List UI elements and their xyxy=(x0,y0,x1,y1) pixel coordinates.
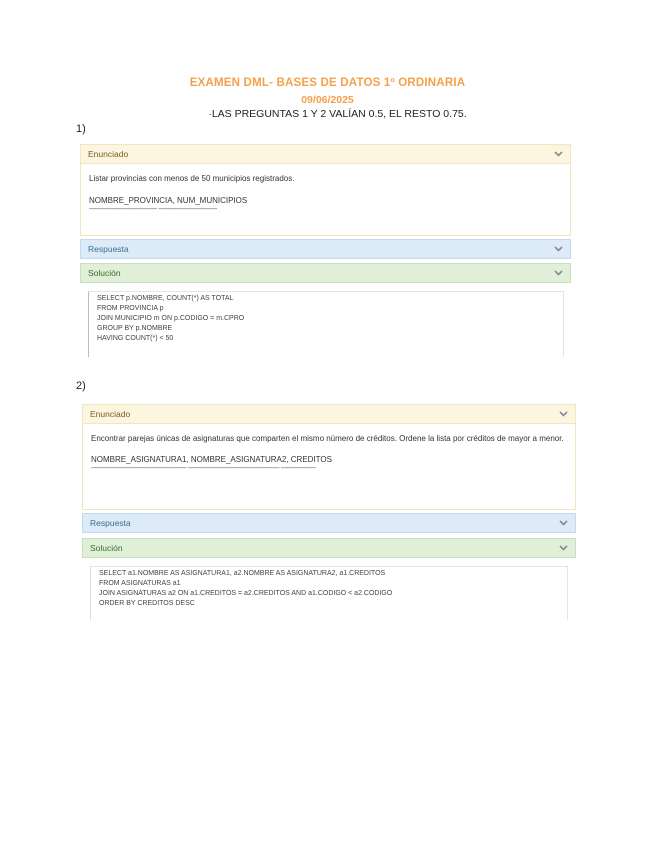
question-2-separator: ---------------------------------------------------- -------------------------------------------------- ------------------- xyxy=(91,465,316,472)
solucion-label: Solución xyxy=(90,543,123,553)
question-1-separator: ------------------------------------- -------------------------------- xyxy=(89,206,217,213)
respuesta-label: Respuesta xyxy=(88,244,129,254)
question-1-respuesta-panel xyxy=(80,239,571,259)
exam-note: ·LAS PREGUNTAS 1 Y 2 VALÍAN 0.5, EL RESTO 0.75. xyxy=(208,108,467,120)
chevron-down-icon[interactable] xyxy=(554,246,563,252)
enunciado-label: Enunciado xyxy=(88,149,129,159)
question-2-enunciado-body xyxy=(82,424,576,510)
exam-date: 09/06/2025 xyxy=(301,94,354,106)
question-2-solution-code xyxy=(90,566,568,620)
question-1-enunciado-panel xyxy=(80,144,571,236)
code-line: FROM ASIGNATURAS a1 xyxy=(99,580,181,587)
code-line: JOIN MUNICIPIO m ON p.CODIGO = m.CPRO xyxy=(97,315,245,322)
question-2-enunciado-panel xyxy=(82,404,576,510)
question-2-text: Encontrar parejas únicas de asignaturas que comparten el mismo número de créditos. Ordene la lista por créditos de mayor a menor. xyxy=(91,434,564,443)
question-1-enunciado-header[interactable] xyxy=(80,144,571,164)
chevron-down-icon[interactable] xyxy=(554,151,563,157)
exam-title: EXAMEN DML- BASES DE DATOS 1º ORDINARIA xyxy=(189,77,466,89)
chevron-down-icon[interactable] xyxy=(559,545,568,551)
code-line: SELECT p.NOMBRE, COUNT(*) AS TOTAL xyxy=(97,295,234,302)
code-line: FROM PROVINCIA p xyxy=(97,305,164,312)
question-1-solucion-header[interactable] xyxy=(80,263,571,283)
solucion-label: Solución xyxy=(88,268,121,278)
chevron-down-icon[interactable] xyxy=(559,411,568,417)
question-1-number: 1) xyxy=(76,123,86,135)
code-line: ORDER BY CREDITOS DESC xyxy=(99,600,195,607)
question-2-solucion-panel xyxy=(82,538,576,558)
question-2-respuesta-panel xyxy=(82,513,576,533)
code-line: GROUP BY p.NOMBRE xyxy=(97,325,173,332)
code-line: SELECT a1.NOMBRE AS ASIGNATURA1, a2.NOMBRE AS ASIGNATURA2, a1.CREDITOS xyxy=(99,570,386,577)
question-2-enunciado-header[interactable] xyxy=(82,404,576,424)
question-2-columns: NOMBRE_ASIGNATURA1, NOMBRE_ASIGNATURA2, CREDITOS xyxy=(91,455,332,464)
question-1-solution-code xyxy=(88,291,564,357)
question-2-number: 2) xyxy=(76,380,86,392)
code-line: JOIN ASIGNATURAS a2 ON a1.CREDITOS = a2.CREDITOS AND a1.CODIGO < a2.CODIGO xyxy=(99,590,393,597)
question-1-text: Listar provincias con menos de 50 municipios registrados. xyxy=(89,174,295,183)
respuesta-label: Respuesta xyxy=(90,518,131,528)
code-line: HAVING COUNT(*) < 50 xyxy=(97,335,174,342)
enunciado-label: Enunciado xyxy=(90,409,131,419)
question-2-respuesta-header[interactable] xyxy=(82,513,576,533)
chevron-down-icon[interactable] xyxy=(554,270,563,276)
question-1-enunciado-body xyxy=(80,164,571,236)
question-1-solucion-panel xyxy=(80,263,571,283)
question-1-columns: NOMBRE_PROVINCIA, NUM_MUNICIPIOS xyxy=(89,196,248,205)
chevron-down-icon[interactable] xyxy=(559,520,568,526)
question-2-solucion-header[interactable] xyxy=(82,538,576,558)
question-1-respuesta-header[interactable] xyxy=(80,239,571,259)
